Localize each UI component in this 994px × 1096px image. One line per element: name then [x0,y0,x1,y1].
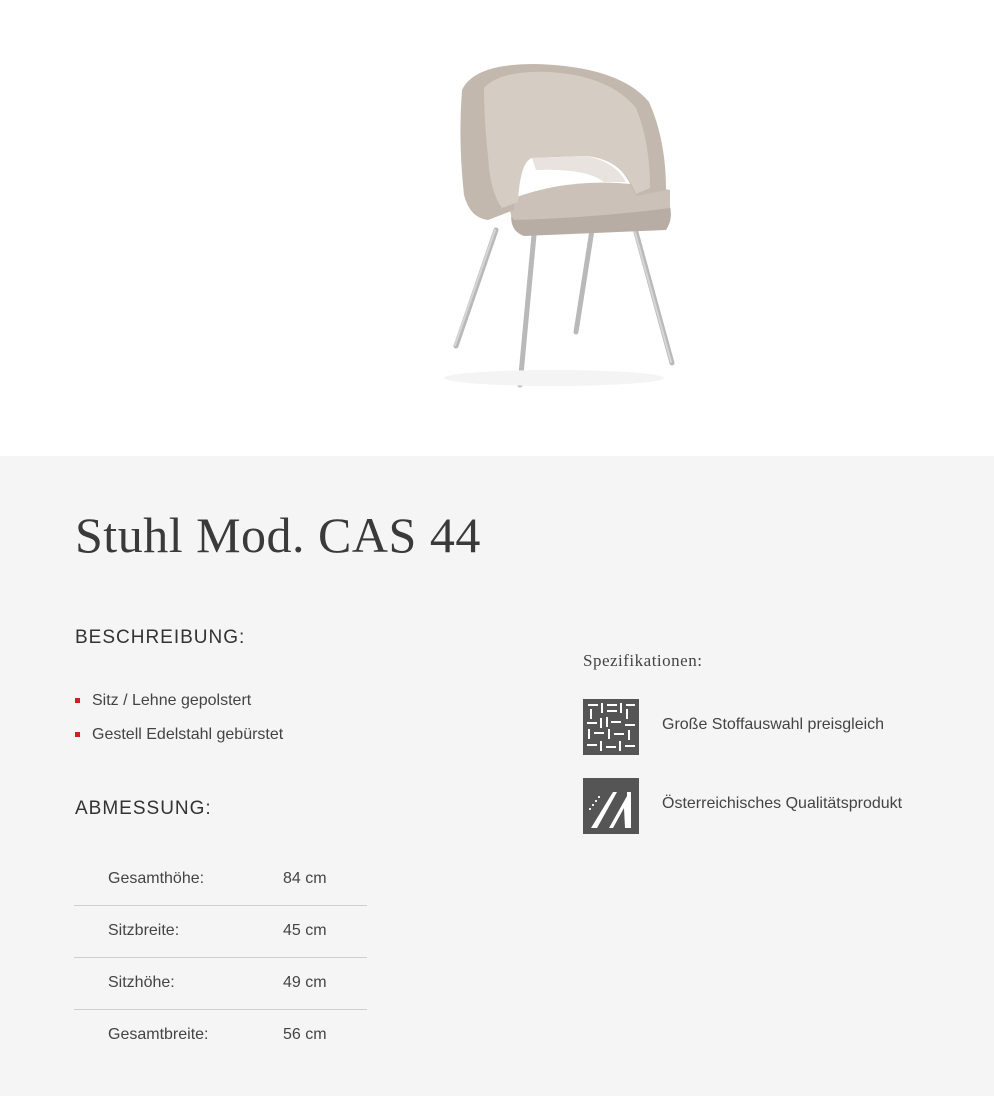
list-item [75,724,283,758]
table-row [74,906,367,958]
dimension-value: 84 cm [283,870,327,887]
bullet-square-icon [75,698,80,703]
dimension-label: Gesamtbreite: [108,1026,209,1043]
product-image-area [0,0,994,456]
list-item-text: Gestell Edelstahl gebürstet [92,726,284,743]
dimension-value: 56 cm [283,1026,327,1043]
dimension-value: 49 cm [283,974,327,991]
austria-quality-icon [583,778,639,834]
description-heading: BESCHREIBUNG: [75,627,246,648]
dimension-label: Sitzhöhe: [108,974,175,991]
fabric-pattern-icon [583,699,639,755]
dimension-value: 45 cm [283,922,327,939]
dimension-label: Gesamthöhe: [108,870,205,887]
table-row [74,958,367,1010]
list-item [75,690,283,724]
dimensions-table [74,854,367,1061]
spec-item-austria-quality [583,778,963,834]
dimensions-heading: ABMESSUNG: [75,798,212,819]
chair-product-image [404,60,684,390]
spec-item-fabric [583,699,963,755]
list-item-text: Sitz / Lehne gepolstert [92,692,252,709]
spec-label: Österreichisches Qualitätsprodukt [662,795,903,812]
product-details-panel [0,456,994,1096]
product-title: Stuhl Mod. CAS 44 [75,507,481,563]
bullet-square-icon [75,732,80,737]
table-row [74,854,367,906]
table-row [74,1010,367,1061]
specifications-heading: Spezifikationen: [583,651,703,670]
spec-label: Große Stoffauswahl preisgleich [662,716,885,733]
description-list [75,690,283,758]
dimension-label: Sitzbreite: [108,922,180,939]
